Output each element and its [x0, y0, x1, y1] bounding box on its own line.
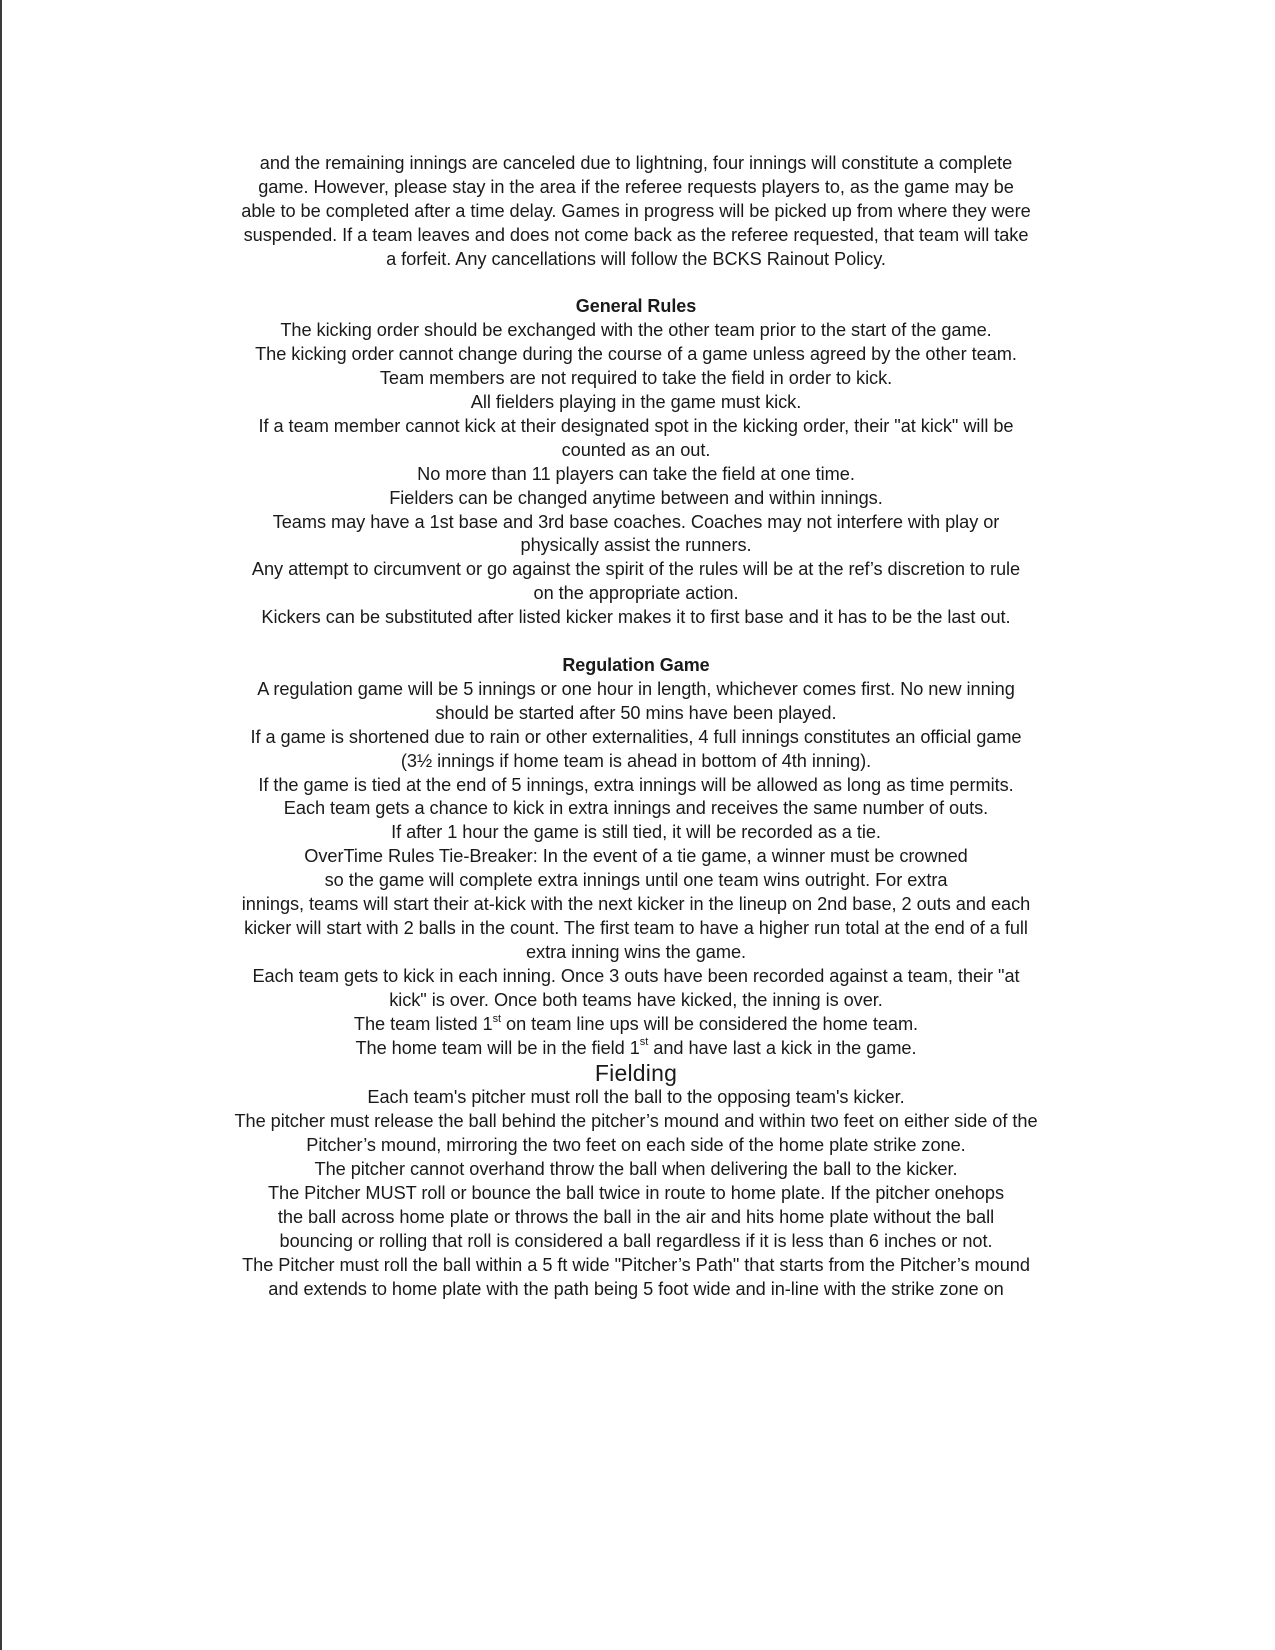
- rule-line: Pitcher’s mound, mirroring the two feet on each side of the home plate strike zone.: [306, 1135, 966, 1156]
- rule-line: Each team gets a chance to kick in extra innings and receives the same number of outs.: [283, 798, 989, 819]
- rule-line: Any attempt to circumvent or go against the spirit of the rules will be at the ref’s discretion to rule: [251, 559, 1021, 580]
- ordinal-suffix: st: [639, 1036, 649, 1049]
- rule-line: A regulation game will be 5 innings or one hour in length, whichever comes first. No new inning: [257, 678, 1015, 699]
- rule-line: The Pitcher MUST roll or bounce the ball twice in route to home plate. If the pitcher onehops: [267, 1183, 1005, 1204]
- intro-line: able to be completed after a time delay. Games in progress will be picked up from where they were: [241, 200, 1031, 221]
- rule-text: and have last a kick in the game.: [648, 1037, 917, 1058]
- rule-line: kick" is over. Once both teams have kicked, the inning is over.: [389, 989, 883, 1010]
- intro-line: a forfeit. Any cancellations will follow the BCKS Rainout Policy.: [386, 248, 886, 269]
- rule-line: Teams may have a 1st base and 3rd base coaches. Coaches may not interfere with play or: [272, 511, 1000, 532]
- rule-line: No more than 11 players can take the field at one time.: [417, 463, 855, 484]
- regulation-game-heading: Regulation Game: [562, 655, 710, 675]
- rule-line: If a game is shortened due to rain or other externalities, 4 full innings constitutes an official game: [250, 726, 1022, 747]
- page-left-edge: [0, 0, 2, 1650]
- rule-line: The kicking order cannot change during the course of a game unless agreed by the other team.: [255, 344, 1017, 365]
- rule-line: and extends to home plate with the path being 5 foot wide and in-line with the strike zone on: [268, 1278, 1004, 1299]
- rule-text: The home team will be in the field 1: [355, 1037, 640, 1058]
- rule-line: If after 1 hour the game is still tied, it will be recorded as a tie.: [391, 822, 881, 843]
- rule-line: bouncing or rolling that roll is considered a ball regardless if it is less than 6 inches or not.: [279, 1230, 993, 1251]
- section-spacer: [168, 272, 1104, 296]
- rule-line: (3½ innings if home team is ahead in bottom of 4th inning).: [400, 750, 872, 771]
- rule-line: The pitcher must release the ball behind the pitcher’s mound and within two feet on either side of the: [234, 1111, 1038, 1132]
- rule-line: Kickers can be substituted after listed kicker makes it to first base and it has to be the last out.: [261, 607, 1011, 628]
- document-body: [168, 152, 1104, 1302]
- fielding-heading: Fielding: [594, 1060, 678, 1087]
- rule-line: If a team member cannot kick at their designated spot in the kicking order, their "at kick" will be: [258, 415, 1014, 436]
- rule-line: If the game is tied at the end of 5 innings, extra innings will be allowed as long as time permits.: [258, 774, 1014, 795]
- intro-line: suspended. If a team leaves and does not come back as the referee requested, that team will take: [243, 224, 1029, 245]
- rule-line: Fielders can be changed anytime between and within innings.: [389, 487, 883, 508]
- rule-line: Team members are not required to take the field in order to kick.: [379, 368, 893, 389]
- rule-line: [168, 1013, 1104, 1037]
- section-spacer: [168, 630, 1104, 654]
- rule-line: counted as an out.: [561, 439, 711, 460]
- rule-line: All fielders playing in the game must kick.: [470, 392, 802, 413]
- rule-text: The team listed 1: [353, 1013, 493, 1034]
- regulation-game-section: [168, 654, 1104, 1060]
- rule-line: kicker will start with 2 balls in the count. The first team to have a higher run total at the end of a full: [244, 917, 1028, 938]
- rule-line: physically assist the runners.: [520, 535, 752, 556]
- rule-line: The Pitcher must roll the ball within a 5 ft wide "Pitcher’s Path" that starts from the Pitcher’s mound: [242, 1254, 1030, 1275]
- intro-paragraph: [168, 152, 1104, 272]
- rule-line: extra inning wins the game.: [525, 941, 747, 962]
- rule-line: OverTime Rules Tie-Breaker: In the event of a tie game, a winner must be crowned: [304, 846, 968, 867]
- intro-line: and the remaining innings are canceled due to lightning, four innings will constitute a complete: [259, 153, 1013, 173]
- general-rules-section: [168, 295, 1104, 630]
- rule-text: on team line ups will be considered the home team.: [501, 1013, 919, 1034]
- fielding-section: [168, 1060, 1104, 1301]
- ordinal-suffix: st: [492, 1012, 502, 1025]
- rule-line: should be started after 50 mins have been played.: [435, 702, 837, 723]
- rule-line: so the game will complete extra innings until one team wins outright. For extra: [324, 870, 948, 891]
- rule-line: Each team gets to kick in each inning. Once 3 outs have been recorded against a team, their "at: [252, 965, 1020, 986]
- rule-line: The kicking order should be exchanged with the other team prior to the start of the game.: [280, 320, 992, 341]
- intro-line: game. However, please stay in the area if the referee requests players to, as the game may be: [258, 176, 1014, 197]
- rule-line: Each team's pitcher must roll the ball to the opposing team's kicker.: [367, 1087, 905, 1108]
- rule-line: the ball across home plate or throws the ball in the air and hits home plate without the ball: [277, 1206, 995, 1227]
- rule-line: on the appropriate action.: [533, 583, 739, 604]
- general-rules-heading: General Rules: [575, 296, 697, 317]
- rule-line: The pitcher cannot overhand throw the ball when delivering the ball to the kicker.: [314, 1159, 958, 1180]
- rule-line: innings, teams will start their at-kick with the next kicker in the lineup on 2nd base, 2 outs and each: [241, 894, 1031, 915]
- rule-line: [168, 1037, 1104, 1061]
